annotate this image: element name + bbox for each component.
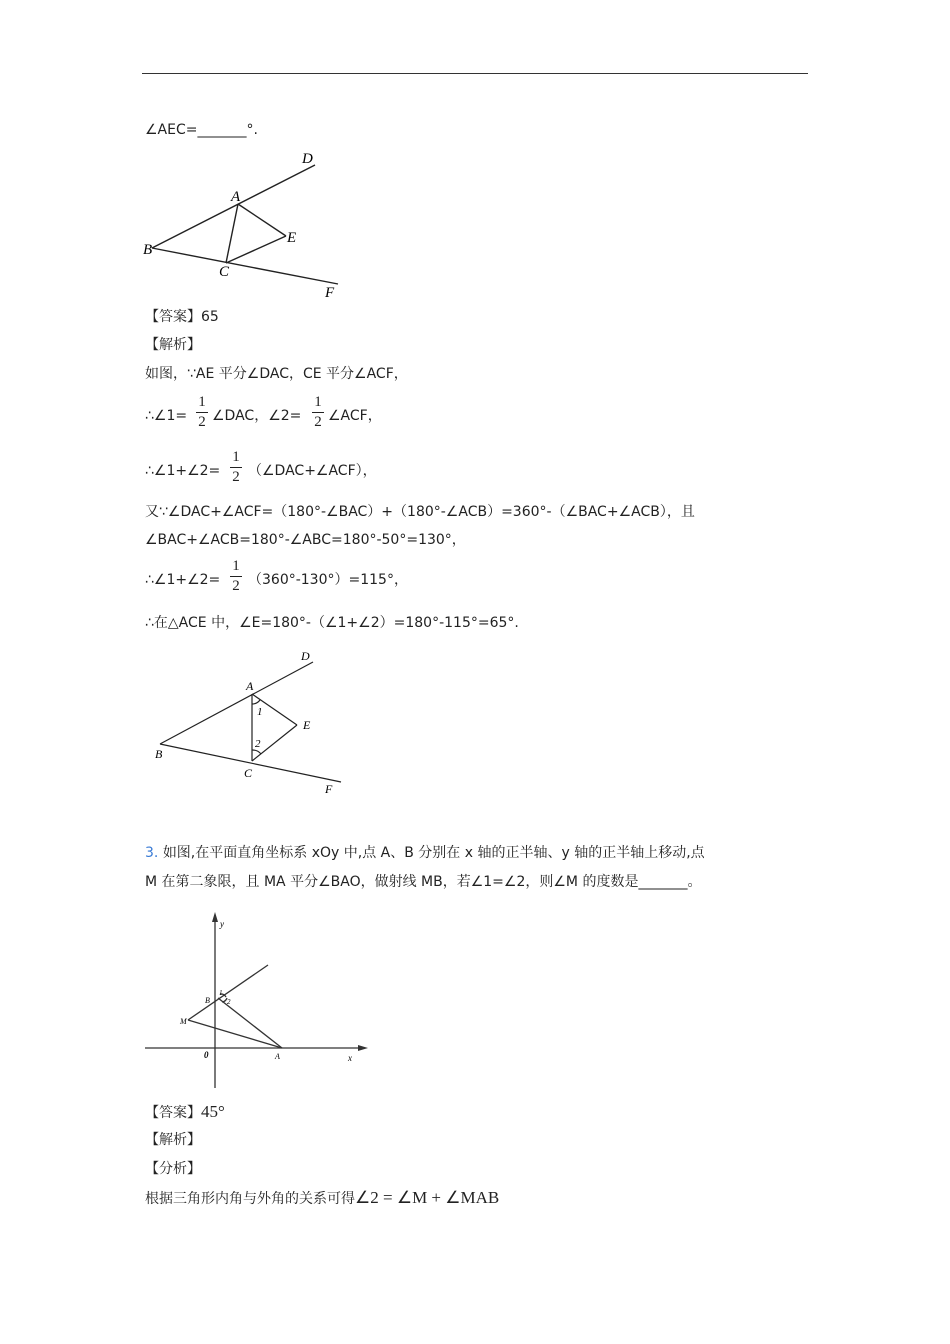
q2-answer: [145, 308, 219, 326]
q3-number: 3.: [145, 845, 159, 861]
label-D: D: [302, 151, 313, 167]
fraction-half: 1 2: [230, 558, 242, 595]
label-M: M: [180, 1017, 187, 1026]
q3-stem-line2: M 在第二象限，且 MA 平分∠BAO，做射线 MB，若∠1=∠2，则∠M 的度数是_______。: [145, 874, 702, 890]
q2-line2c: ∠ACF，: [328, 408, 382, 424]
label-E: E: [287, 230, 297, 246]
fraction-half: 1 2: [312, 394, 324, 431]
label-2: 2: [227, 998, 231, 1006]
label-2: 2: [255, 738, 261, 750]
header-rule: [142, 73, 808, 74]
label-1: 1: [257, 706, 263, 718]
fraction-half: 1 2: [196, 394, 208, 431]
answer-label: 【答案】: [145, 1105, 201, 1121]
q2-stem: ∠AEC=_______°.: [145, 122, 258, 138]
answer-value: 45°: [201, 1102, 225, 1121]
label-F: F: [325, 285, 335, 301]
axis-x-label: x: [348, 1053, 352, 1063]
q2-line2a: ∴∠1=: [145, 408, 188, 424]
q3-fenxi-label: 【分析】: [145, 1161, 201, 1177]
label-1: 1: [219, 989, 223, 997]
label-A: A: [231, 189, 241, 205]
q2-line4: 又∵∠DAC+∠ACF=（180°-∠BAC）+（180°-∠ACB）=360°-（∠BAC+∠ACB），且: [145, 504, 695, 520]
label-A: A: [246, 679, 254, 693]
q2-line2b: ∠DAC，∠2=: [212, 408, 302, 424]
q3-analysis-label: 【解析】: [145, 1132, 201, 1148]
q2-figure-annotated: [145, 646, 355, 796]
q2-figure: [140, 148, 350, 303]
axis-y-label: y: [220, 919, 224, 929]
q3-answer: [145, 1103, 225, 1122]
label-C: C: [219, 264, 230, 280]
q2-line5: ∠BAC+∠ACB=180°-∠ABC=180°-50°=130°，: [145, 532, 466, 548]
label-C: C: [244, 766, 253, 780]
label-B: B: [205, 996, 210, 1005]
label-B: B: [155, 747, 163, 761]
q3-stem-line1: 3. 如图,在平面直角坐标系 xOy 中,点 A、B 分别在 x 轴的正半轴、y 轴的正半轴上移动,点: [145, 845, 705, 861]
fenxi-formula: ∠2 = ∠M + ∠MAB: [355, 1188, 500, 1207]
label-E: E: [303, 718, 311, 732]
q2-analysis-label: 【解析】: [145, 337, 201, 353]
label-F: F: [325, 782, 333, 796]
q2-line6a: ∴∠1+∠2=: [145, 572, 221, 588]
fraction-half: 1 2: [230, 449, 242, 486]
q2-line3b: （∠DAC+∠ACF），: [248, 463, 377, 479]
q2-line6b: （360°-130°）=115°，: [248, 572, 408, 588]
label-A: A: [275, 1052, 280, 1061]
q2-line3a: ∴∠1+∠2=: [145, 463, 221, 479]
q3-figure: [140, 910, 380, 1095]
answer-value: 65: [201, 309, 219, 325]
label-B: B: [143, 242, 153, 258]
answer-label: 【答案】: [145, 309, 201, 325]
q2-line7: ∴在△ACE 中，∠E=180°-（∠1+∠2）=180°-115°=65°.: [145, 615, 519, 631]
label-D: D: [301, 649, 310, 663]
q2-line1: 如图，∵AE 平分∠DAC，CE 平分∠ACF，: [145, 366, 408, 382]
origin-label: 0: [204, 1050, 209, 1060]
q3-fenxi-line: 根据三角形内角与外角的关系可得∠2 = ∠M + ∠MAB: [145, 1188, 500, 1207]
